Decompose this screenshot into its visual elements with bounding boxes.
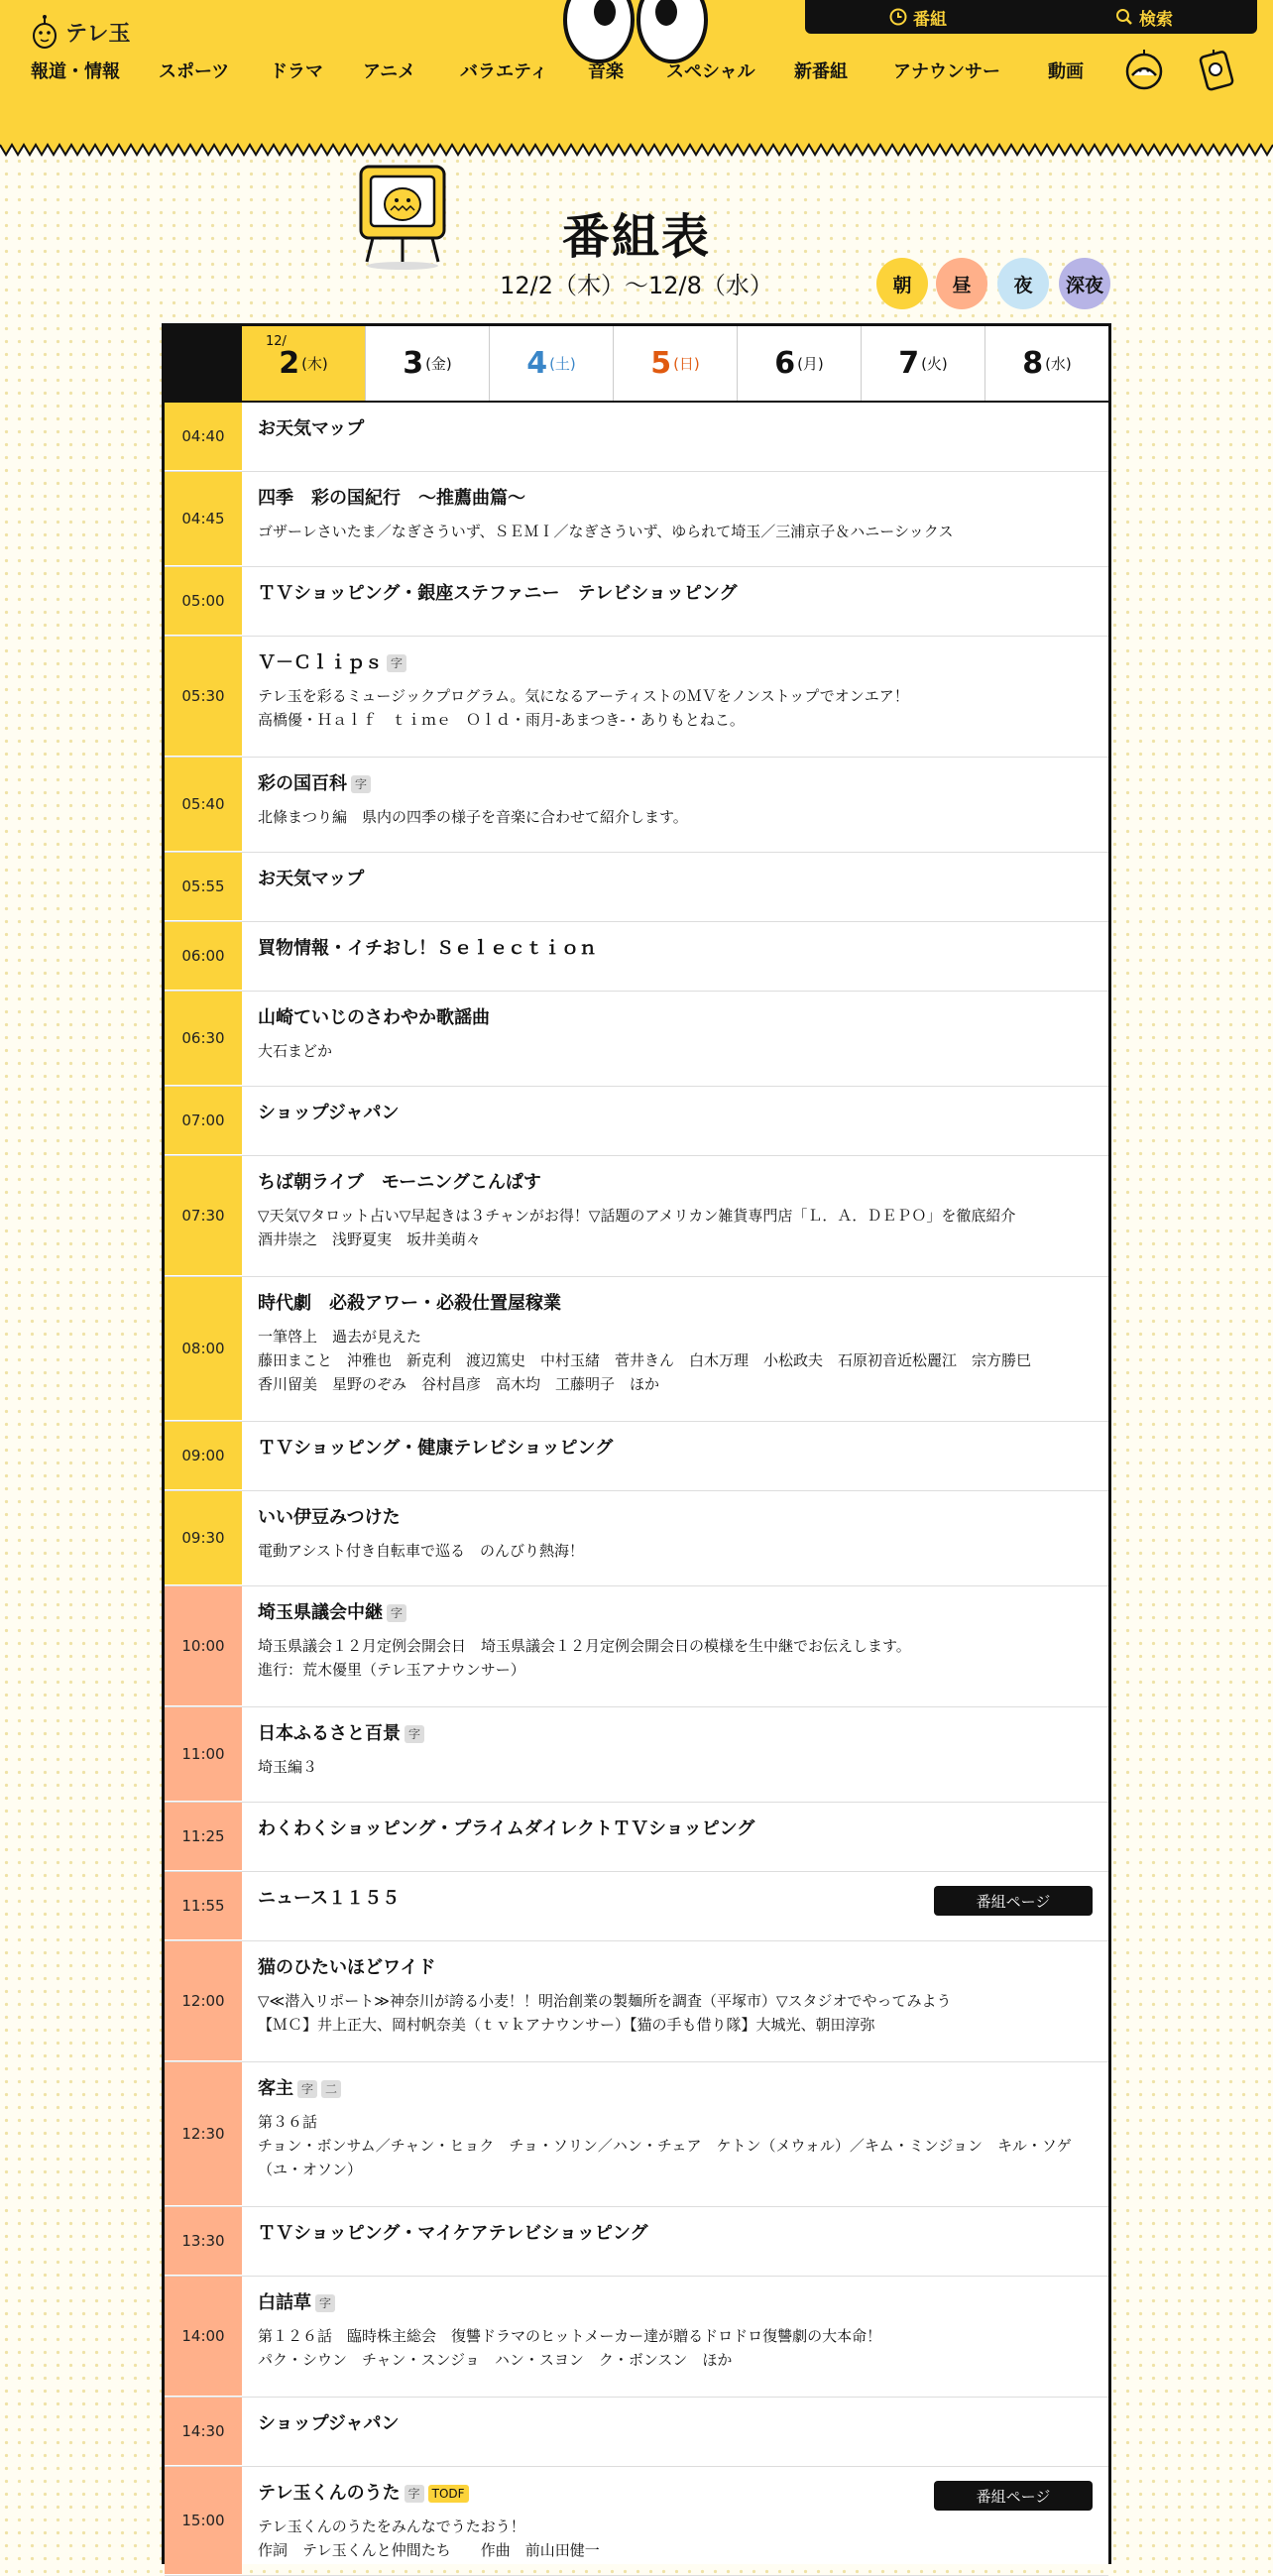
program-badge: 字 [405, 2485, 424, 2503]
program-title [258, 1506, 1093, 1530]
program-badge: 字 [387, 654, 406, 672]
program-cell[interactable] [242, 2467, 1108, 2575]
program-title-text: 彩の国百科 [258, 773, 347, 794]
page-title: 番組表 [561, 209, 711, 265]
program-cell[interactable] [242, 1803, 1108, 1871]
program-rows [165, 403, 1108, 2576]
program-title-text: ショップジャパン [258, 2413, 400, 2434]
program-row [165, 567, 1108, 637]
program-time: 06:00 [165, 922, 242, 991]
program-description [258, 805, 1093, 829]
site-header [0, 0, 1273, 145]
day-number: 7 [898, 346, 920, 381]
program-time: 04:40 [165, 403, 242, 471]
program-title-text: 日本ふるさと百景 [258, 1723, 401, 1744]
program-title-text: お天気マップ [258, 418, 365, 439]
program-title-text: ちば朝ライブ モーニングこんぱす [258, 1172, 541, 1193]
program-time: 05:00 [165, 567, 242, 636]
nav-videos[interactable]: 動画 [1048, 61, 1084, 82]
program-description-line: 埼玉編３ [258, 1758, 318, 1776]
day-weekday: (水) [1045, 355, 1072, 373]
program-time: 11:55 [165, 1872, 242, 1940]
program-row [165, 992, 1108, 1087]
program-schedule [162, 323, 1111, 2564]
day-tabs [165, 326, 1108, 403]
program-title-text: 四季 彩の国紀行 ～推薦曲篇～ [258, 488, 525, 509]
day-number: 5 [650, 346, 672, 381]
nav-variety[interactable]: バラエティ [460, 61, 548, 82]
program-cell[interactable] [242, 1586, 1108, 1706]
program-description-line: ▽天気▽タロット占い▽早起きは３チャンがお得！▽話題のアメリカン雑貨専門店「Ｌ．Ａ．ＤＥＰＯ」を徹底紹介 [258, 1207, 1016, 1225]
program-description-line: 酒井崇之 浅野夏実 坂井美萌々 [258, 1230, 482, 1248]
program-row [165, 2398, 1108, 2467]
program-time: 07:00 [165, 1087, 242, 1155]
program-title [258, 1437, 1093, 1461]
day-tab-8[interactable] [984, 326, 1108, 401]
program-guide-link[interactable] [805, 0, 1031, 34]
day-number: 8 [1022, 346, 1044, 381]
program-row [165, 2277, 1108, 2398]
program-description-line: 香川留美 星野のぞみ 谷村昌彦 高木均 工藤明子 ほか [258, 1375, 660, 1393]
program-title-text: ＴＶショッピング・マイケアテレビショッピング [258, 2223, 648, 2244]
program-description [258, 2515, 1093, 2562]
program-cell[interactable] [242, 922, 1108, 991]
program-time: 14:30 [165, 2398, 242, 2466]
program-badge: 字 [405, 1725, 424, 1743]
program-description-line: 藤田まこと 沖雅也 新克利 渡辺篤史 中村玉緒 菅井きん 白木万理 小松政夫 石原初音近松麗江 宗方勝巳 [258, 1351, 1032, 1369]
program-description-line: 一筆啓上 過去が見えた [258, 1328, 422, 1346]
program-cell[interactable] [242, 472, 1108, 566]
top-utility-bar [805, 0, 1257, 34]
program-title-text: わくわくショッピング・プライムダイレクトＴＶショッピング [258, 1818, 755, 1839]
program-description-line: 大石まどか [258, 1042, 333, 1060]
program-row [165, 1803, 1108, 1872]
day-number: 6 [774, 346, 796, 381]
program-title [258, 1292, 1093, 1316]
program-title [258, 937, 1093, 961]
nav-news[interactable]: 報道・情報 [31, 61, 120, 82]
program-title [258, 1956, 1093, 1980]
program-row [165, 1087, 1108, 1156]
program-row [165, 1422, 1108, 1491]
program-time: 04:45 [165, 472, 242, 566]
program-badge: 二 [321, 2080, 341, 2098]
time-of-day-late-night-button[interactable]: 深夜 [1059, 258, 1110, 309]
program-time: 06:30 [165, 992, 242, 1086]
program-description [258, 1039, 1093, 1063]
program-time: 05:55 [165, 853, 242, 921]
program-title [258, 2077, 1093, 2101]
program-title [258, 2222, 1093, 2246]
day-weekday: (月) [797, 355, 824, 373]
program-cell[interactable] [242, 403, 1108, 471]
program-cell[interactable] [242, 2207, 1108, 2276]
program-row [165, 637, 1108, 758]
program-badge: TODF [428, 2485, 469, 2503]
program-row [165, 1277, 1108, 1422]
program-description [258, 1989, 1093, 2037]
program-cell[interactable] [242, 1872, 1108, 1940]
program-title-text: 客主 [258, 2078, 293, 2099]
date-range: 12/2（木）〜12/8（水） [500, 272, 773, 299]
program-description-line: 北條まつり編 県内の四季の様子を音楽に合わせて紹介します。 [258, 808, 688, 826]
program-page-button[interactable]: 番組ページ [934, 1886, 1093, 1916]
program-description-line: 高橋優・Ｈａｌｆ ｔｉｍｅ Ｏｌｄ・雨月-あまつき-・ありもとねこ。 [258, 711, 745, 729]
program-cell[interactable] [242, 853, 1108, 921]
program-title [258, 1102, 1093, 1125]
day-tab-7[interactable] [861, 326, 984, 401]
terekun-logo-icon [30, 14, 59, 50]
program-description-line: 進行：荒木優里（テレ玉アナウンサー） [258, 1661, 525, 1679]
program-cell[interactable] [242, 1156, 1108, 1276]
program-description-line: チョン・ボンサム／チャン・ヒョク チョ・ソリン／ハン・チェア ケトン（メウォル）／キム・ミンジョン キル・ソゲ（ユ・オソン） [258, 2137, 1072, 2178]
clock-icon [889, 8, 907, 26]
program-row [165, 1156, 1108, 1277]
search-icon [1115, 8, 1133, 26]
time-of-day-noon-button[interactable]: 昼 [936, 258, 987, 309]
program-title [258, 1817, 1093, 1841]
program-description [258, 2324, 1093, 2372]
program-description-line: 第１２６話 臨時株主総会 復讐ドラマのヒットメーカー達が贈るドロドロ復讐劇の大本命！ [258, 2327, 882, 2345]
program-cell[interactable] [242, 2398, 1108, 2466]
nav-sports[interactable]: スポーツ [159, 61, 230, 82]
program-title-text: 猫のひたいほどワイド [258, 1957, 436, 1978]
program-page-button[interactable]: 番組ページ [934, 2481, 1093, 2511]
program-description-line: テレ玉くんのうたをみんなでうたおう！ [258, 2517, 525, 2535]
program-description [258, 1204, 1093, 1251]
program-time: 05:30 [165, 637, 242, 757]
program-description [258, 1634, 1093, 1682]
program-title-text: ニュース１１５５ [258, 1888, 401, 1909]
program-cell[interactable] [242, 637, 1108, 757]
program-row [165, 472, 1108, 567]
program-title-text: 埼玉県議会中継 [258, 1602, 383, 1623]
program-title [258, 651, 1093, 675]
program-title [258, 2291, 1093, 2315]
program-row [165, 1941, 1108, 2062]
program-time: 09:00 [165, 1422, 242, 1490]
program-time: 11:25 [165, 1803, 242, 1871]
main-nav [20, 58, 1091, 89]
program-time: 05:40 [165, 758, 242, 852]
nav-music[interactable]: 音楽 [588, 61, 624, 82]
program-description-line: ▽≪潜入リポート≫神奈川が誇る小麦！！明治創業の製麺所を調査（平塚市）▽スタジオでやってみよう [258, 1992, 952, 2010]
day-tab-5[interactable] [613, 326, 737, 401]
program-title-text: ＴＶショッピング・健康テレビショッピング [258, 1438, 614, 1459]
nav-special[interactable]: スペシャル [666, 61, 755, 82]
program-time: 13:30 [165, 2207, 242, 2276]
eyes-mascot-icon [561, 0, 710, 65]
program-time: 11:00 [165, 1707, 242, 1802]
program-time: 09:30 [165, 1491, 242, 1585]
program-description-line: テレ玉を彩るミュージックプログラム。気になるアーティストのＭＶをノンストップでオンエア！ [258, 687, 909, 705]
program-description-line: 【ＭＣ】井上正大、岡村帆奈美（ｔｖｋアナウンサー）【猫の手も借り隊】大城光、朝田淳弥 [258, 2016, 875, 2034]
program-title [258, 417, 1093, 441]
day-tab-3[interactable] [365, 326, 489, 401]
program-row [165, 922, 1108, 992]
program-title [258, 1601, 1093, 1625]
program-row [165, 1491, 1108, 1586]
day-number: 2 [279, 346, 300, 381]
program-description [258, 520, 1093, 543]
logo-text: テレ玉 [65, 21, 131, 47]
terekun-park-icon[interactable] [1196, 46, 1239, 91]
nav-new-programs[interactable]: 新番組 [794, 61, 848, 82]
day-number: 4 [526, 346, 548, 381]
program-description [258, 684, 1093, 732]
program-time: 10:00 [165, 1586, 242, 1706]
program-title [258, 487, 1093, 511]
day-weekday: (木) [301, 355, 328, 373]
program-cell[interactable] [242, 992, 1108, 1086]
program-cell[interactable] [242, 1941, 1108, 2061]
program-cell[interactable] [242, 1707, 1108, 1802]
program-cell[interactable] [242, 758, 1108, 852]
program-time: 12:30 [165, 2062, 242, 2206]
program-badge: 字 [387, 1604, 406, 1622]
program-row [165, 853, 1108, 922]
terekun-icon[interactable] [1122, 46, 1166, 91]
program-description [258, 1325, 1093, 1396]
program-badge: 字 [297, 2080, 317, 2098]
program-time: 15:00 [165, 2467, 242, 2575]
program-guide-label: 番組 [913, 9, 947, 30]
nav-announcers[interactable]: アナウンサー [893, 61, 1000, 82]
program-title-text: ＴＶショッピング・銀座ステファニー テレビショッピング [258, 583, 738, 604]
day-tab-6[interactable] [737, 326, 861, 401]
day-tabs-corner [165, 326, 242, 401]
program-row [165, 1872, 1108, 1941]
site-logo[interactable] [30, 14, 131, 50]
program-title-text: 時代劇 必殺アワー・必殺仕置屋稼業 [258, 1293, 561, 1314]
program-title [258, 1722, 1093, 1746]
program-title-text: ショップジャパン [258, 1103, 400, 1123]
program-description-line: 第３６話 [258, 2113, 318, 2131]
title-area [0, 159, 1273, 317]
program-cell[interactable] [242, 2062, 1108, 2206]
program-row [165, 2467, 1108, 2576]
program-title [258, 1006, 1093, 1030]
day-tab-2[interactable] [242, 326, 365, 401]
program-time: 14:00 [165, 2277, 242, 2397]
program-cell[interactable] [242, 1087, 1108, 1155]
program-time: 12:00 [165, 1941, 242, 2061]
day-number: 3 [403, 346, 424, 381]
search-label: 検索 [1139, 9, 1173, 30]
day-weekday: (日) [673, 355, 700, 373]
program-title-text: 白詰草 [258, 2292, 311, 2313]
program-cell[interactable] [242, 1491, 1108, 1585]
nav-anime[interactable]: アニメ [363, 61, 416, 82]
program-row [165, 758, 1108, 853]
program-description-line: 埼玉県議会１２月定例会開会日 埼玉県議会１２月定例会開会日の模様を生中継でお伝えします。 [258, 1637, 911, 1655]
program-cell[interactable] [242, 1277, 1108, 1421]
program-badge: 字 [315, 2294, 335, 2312]
program-title-text: 買物情報・イチおし！Ｓｅｌｅｃｔｉｏｎ [258, 938, 597, 959]
day-weekday: (火) [921, 355, 948, 373]
program-cell[interactable] [242, 1422, 1108, 1490]
nav-drama[interactable]: ドラマ [270, 61, 323, 82]
program-title-text: テレ玉くんのうた [258, 2483, 401, 2504]
day-month: 12/ [266, 334, 287, 349]
program-description-line: パク・シウン チャン・スンジョ ハン・スヨン ク・ボンスン ほか [258, 2351, 733, 2369]
program-cell[interactable] [242, 567, 1108, 636]
program-cell[interactable] [242, 2277, 1108, 2397]
program-title [258, 868, 1093, 891]
program-title-text: お天気マップ [258, 869, 365, 889]
program-title [258, 582, 1093, 606]
header-zigzag-edge [0, 143, 1273, 157]
program-time: 08:00 [165, 1277, 242, 1421]
program-row [165, 403, 1108, 472]
program-description-line: 作詞 テレ玉くんと仲間たち 作曲 前山田健一 [258, 2541, 600, 2559]
time-of-day-night-button[interactable]: 夜 [997, 258, 1049, 309]
time-of-day-morning-button[interactable]: 朝 [876, 258, 928, 309]
program-row [165, 2207, 1108, 2277]
program-title [258, 2412, 1093, 2436]
program-title [258, 1171, 1093, 1195]
program-description-line: ゴザーレさいたま／なぎさういず、ＳＥＭＩ／なぎさういず、ゆられて埼玉／三浦京子＆ハニーシックス [258, 523, 954, 540]
program-row [165, 1707, 1108, 1803]
program-description-line: 電動アシスト付き自転車で巡る のんびり熱海！ [258, 1542, 584, 1560]
program-title-text: 山崎ていじのさわやか歌謡曲 [258, 1007, 490, 1028]
program-description [258, 2110, 1093, 2181]
program-title-text: いい伊豆みつけた [258, 1507, 401, 1528]
day-tab-4[interactable] [489, 326, 613, 401]
program-description [258, 1539, 1093, 1563]
program-title [258, 772, 1093, 796]
search-link[interactable] [1031, 0, 1257, 34]
program-badge: 字 [351, 775, 371, 793]
program-time: 07:30 [165, 1156, 242, 1276]
program-description [258, 1755, 1093, 1779]
program-row [165, 1586, 1108, 1707]
program-title-text: Ｖ－Ｃｌｉｐｓ [258, 652, 383, 673]
program-row [165, 2062, 1108, 2207]
day-weekday: (土) [549, 355, 576, 373]
day-weekday: (金) [425, 355, 452, 373]
